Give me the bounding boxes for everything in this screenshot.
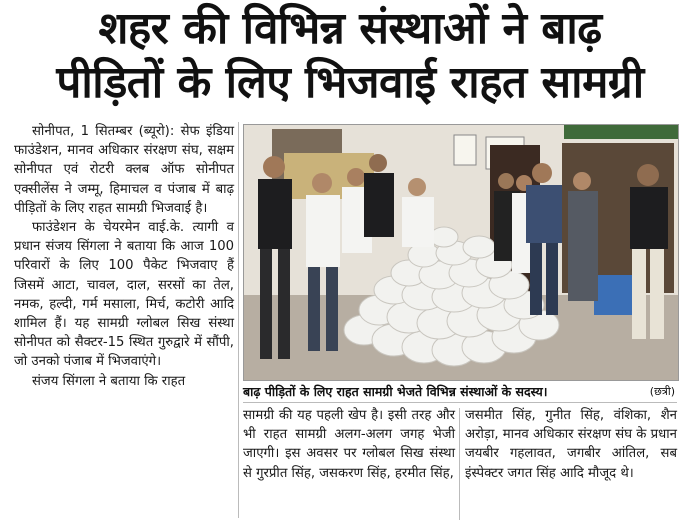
photo-credit: (छत्री)	[649, 385, 675, 398]
article-paragraph: जसमीत सिंह, गुनीत सिंह, वंशिका, शैन अरोड़ा, मानव अधिकार संरक्षण संघ के प्रधान जयबीर गहलावत, जगबीर आंतिल, सब इंस्पेक्टर जगत सिंह आदि मौजूद थे।	[465, 408, 677, 481]
headline	[8, 2, 692, 110]
article-paragraph: फाउंडेशन के चेयरमेन वाई.के. त्यागी व प्रधान संजय सिंगला ने बताया कि आज 100 परिवारों के लिए 100 पैकेट भिजवाए हैं जिसमें आटा, चावल, दाल, सरसों का तेल, नमक, हल्दी, गर्म मसाला, मिर्च, कटोरी आदि शामिल हैं। यह सामग्री ग्लोबल सिख संस्था सोनीपत को सैक्टर-15 स्थित गुरुद्वारे में सौंपी, जो उनको पंजाब में भिजवाएंगे।	[14, 220, 234, 370]
caption-text: बाढ़ पीड़ितों के लिए राहत सामग्री भेजते विभिन्न संस्थाओं के सदस्य।	[243, 384, 548, 399]
article-paragraph: संजय सिंगला ने बताया कि राहत	[32, 373, 186, 389]
article-paragraph: सामग्री की यह पहली खेप है। इसी तरह और भी राहत सामग्री अलग-अलग जगह भेजी जाएगी। इस अवसर पर ग्लोबल सिख संस्था से गुरप्रीत सिंह, जसकरण सिंह, हरमीत सिंह,	[243, 408, 455, 481]
photo-illustration	[244, 125, 678, 380]
news-photo	[243, 124, 679, 381]
article-right-column	[465, 406, 677, 483]
column-divider	[238, 122, 239, 518]
article-left-column	[14, 122, 234, 391]
column-divider	[459, 408, 460, 520]
article-paragraph: सोनीपत, 1 सितम्बर (ब्यूरो): सेफ इंडिया फाउंडेशन, मानव अधिकार संरक्षण संघ, सक्षम सोनीपत एवं रोटरी क्लब ऑफ सोनीपत एक्सीलेंस ने जम्मू, हिमाचल व पंजाब में बाढ़ पीड़ितों के लिए राहत सामग्री भिजवाई है।	[14, 124, 234, 216]
article-middle-column	[243, 406, 455, 483]
headline-line-1: शहर की विभिन्न संस्थाओं ने बाढ़	[98, 3, 602, 54]
photo-caption	[243, 382, 677, 403]
headline-line-2: पीड़ितों के लिए भिजवाई राहत सामग्री	[56, 57, 644, 108]
